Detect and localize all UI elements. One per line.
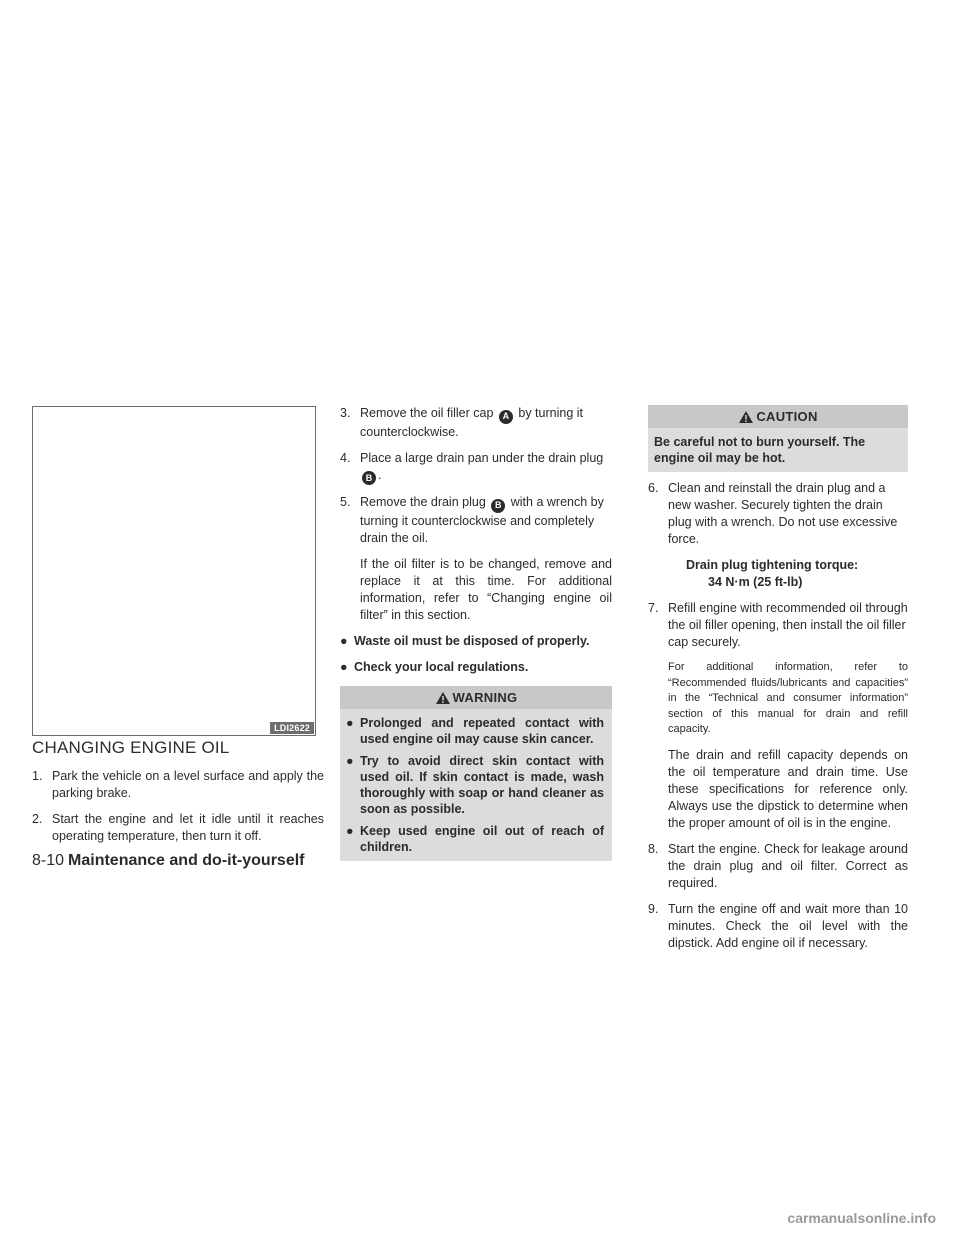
step-4: [340, 450, 612, 486]
step-text-pre: Place a large drain pan under the drain plug: [360, 450, 604, 465]
bullet-item: [340, 633, 612, 650]
column-3: [648, 405, 908, 961]
warning-item: [346, 753, 604, 817]
column-1: [32, 768, 324, 854]
bullet-icon: ●: [340, 659, 348, 674]
step-number: 7.: [648, 601, 659, 615]
bullet-icon: ●: [346, 753, 354, 768]
torque-label: Drain plug tightening torque:: [686, 558, 859, 572]
step-number: 2.: [32, 812, 43, 826]
warning-triangle-icon: [435, 691, 451, 705]
step-text: Turn the engine off and wait more than 10 minutes. Check the oil level with the dipstick. Add engine oil if necessary.: [668, 901, 908, 950]
bullet-text: Waste oil must be disposed of properly.: [354, 633, 590, 648]
step-number: 9.: [648, 901, 659, 916]
caution-header: [648, 405, 908, 428]
step-3: [340, 405, 612, 441]
page-number: 8-10: [32, 852, 65, 869]
caution-box: [648, 405, 908, 472]
step-2: [32, 811, 324, 845]
step-text: Start the engine and let it idle until it reaches operating temperature, then turn it off.: [52, 812, 324, 843]
figure-label: LDI2622: [270, 722, 314, 734]
figure-illustration: [32, 406, 316, 736]
watermark: carmanualsonline.info: [787, 1210, 936, 1226]
bullet-icon: ●: [346, 823, 354, 838]
step-9: [648, 901, 908, 952]
chapter-title: Maintenance and do-it-yourself: [68, 852, 305, 869]
warning-text: Keep used engine oil out of reach of children.: [360, 823, 604, 854]
warning-text: Try to avoid direct skin contact with used oil. If skin contact is made, wash thoroughly with soap or hand cleaner as soon as possible.: [360, 753, 604, 816]
step-7: [648, 600, 908, 651]
step-text-post: .: [378, 467, 382, 482]
bullet-item: [340, 659, 612, 676]
step-text-post: by turning it counterclockwise.: [360, 406, 583, 439]
step-text: Park the vehicle on a level surface and apply the parking brake.: [52, 769, 324, 800]
torque-value: 34 N·m (25 ft-lb): [708, 575, 803, 589]
section-title: CHANGING ENGINE OIL: [32, 738, 230, 757]
column-2: [340, 405, 612, 869]
step-number: 5.: [340, 495, 351, 509]
step-number: 1.: [32, 769, 43, 783]
step-text: [360, 494, 612, 547]
step-8: [648, 841, 908, 892]
step-text-pre: Remove the drain plug: [360, 495, 486, 509]
step-number: 4.: [340, 450, 351, 465]
torque-spec: [686, 557, 908, 591]
step-text: [360, 405, 612, 441]
warning-triangle-icon: [738, 410, 754, 424]
step-6: [648, 480, 908, 548]
marker-b-icon: B: [491, 499, 505, 513]
caution-text: Be careful not to burn yourself. The engine oil may be hot.: [654, 435, 866, 465]
step-text-post: with a wrench by turning it counterclockwise and completely drain the oil.: [360, 495, 604, 545]
step-7-reference-note: For additional information, refer to “Recommended fluids/lubricants and capacities” in the “Technical and consumer information” section of this manual for drain and refill capacity.: [668, 661, 908, 735]
step-text-pre: Remove the oil filler cap: [360, 406, 494, 420]
step-text: Refill engine with recommended oil through the oil filler opening, then install the oil filler cap securely.: [668, 601, 908, 649]
step-text: [360, 450, 612, 486]
warning-item: [346, 715, 604, 747]
bullet-icon: ●: [340, 633, 348, 648]
step-text: Start the engine. Check for leakage around the drain plug and oil filter. Correct as required.: [668, 841, 908, 890]
step-number: 6.: [648, 481, 659, 495]
caution-title: CAUTION: [756, 409, 818, 424]
caution-body: [648, 428, 908, 472]
warning-body: [340, 709, 612, 861]
bullet-text: Check your local regulations.: [354, 659, 529, 674]
warning-header: [340, 686, 612, 709]
step-number: 3.: [340, 406, 351, 420]
marker-a-icon: A: [499, 410, 513, 424]
marker-b-icon: B: [362, 471, 376, 485]
step-5: [340, 494, 612, 547]
warning-item: [346, 823, 604, 855]
step-text: Clean and reinstall the drain plug and a new washer. Securely tighten the drain plug with a wrench. Do not use excessive force.: [668, 481, 898, 546]
step-5-note: If the oil filter is to be changed, remove and replace it at this time. For additional information, refer to “Changing engine oil filter” in this section.: [360, 556, 612, 622]
step-1: [32, 768, 324, 802]
warning-title: WARNING: [452, 689, 518, 705]
step-7-note: The drain and refill capacity depends on the oil temperature and drain time. Use these specifications for reference only. Always use the dipstick to determine when the proper amount of oil is in the engine.: [668, 747, 908, 830]
bullet-icon: ●: [346, 715, 354, 730]
warning-text: Prolonged and repeated contact with used engine oil may cause skin cancer.: [360, 715, 604, 746]
step-number: 8.: [648, 841, 659, 856]
warning-box: [340, 686, 612, 861]
page-footer: [32, 852, 305, 870]
